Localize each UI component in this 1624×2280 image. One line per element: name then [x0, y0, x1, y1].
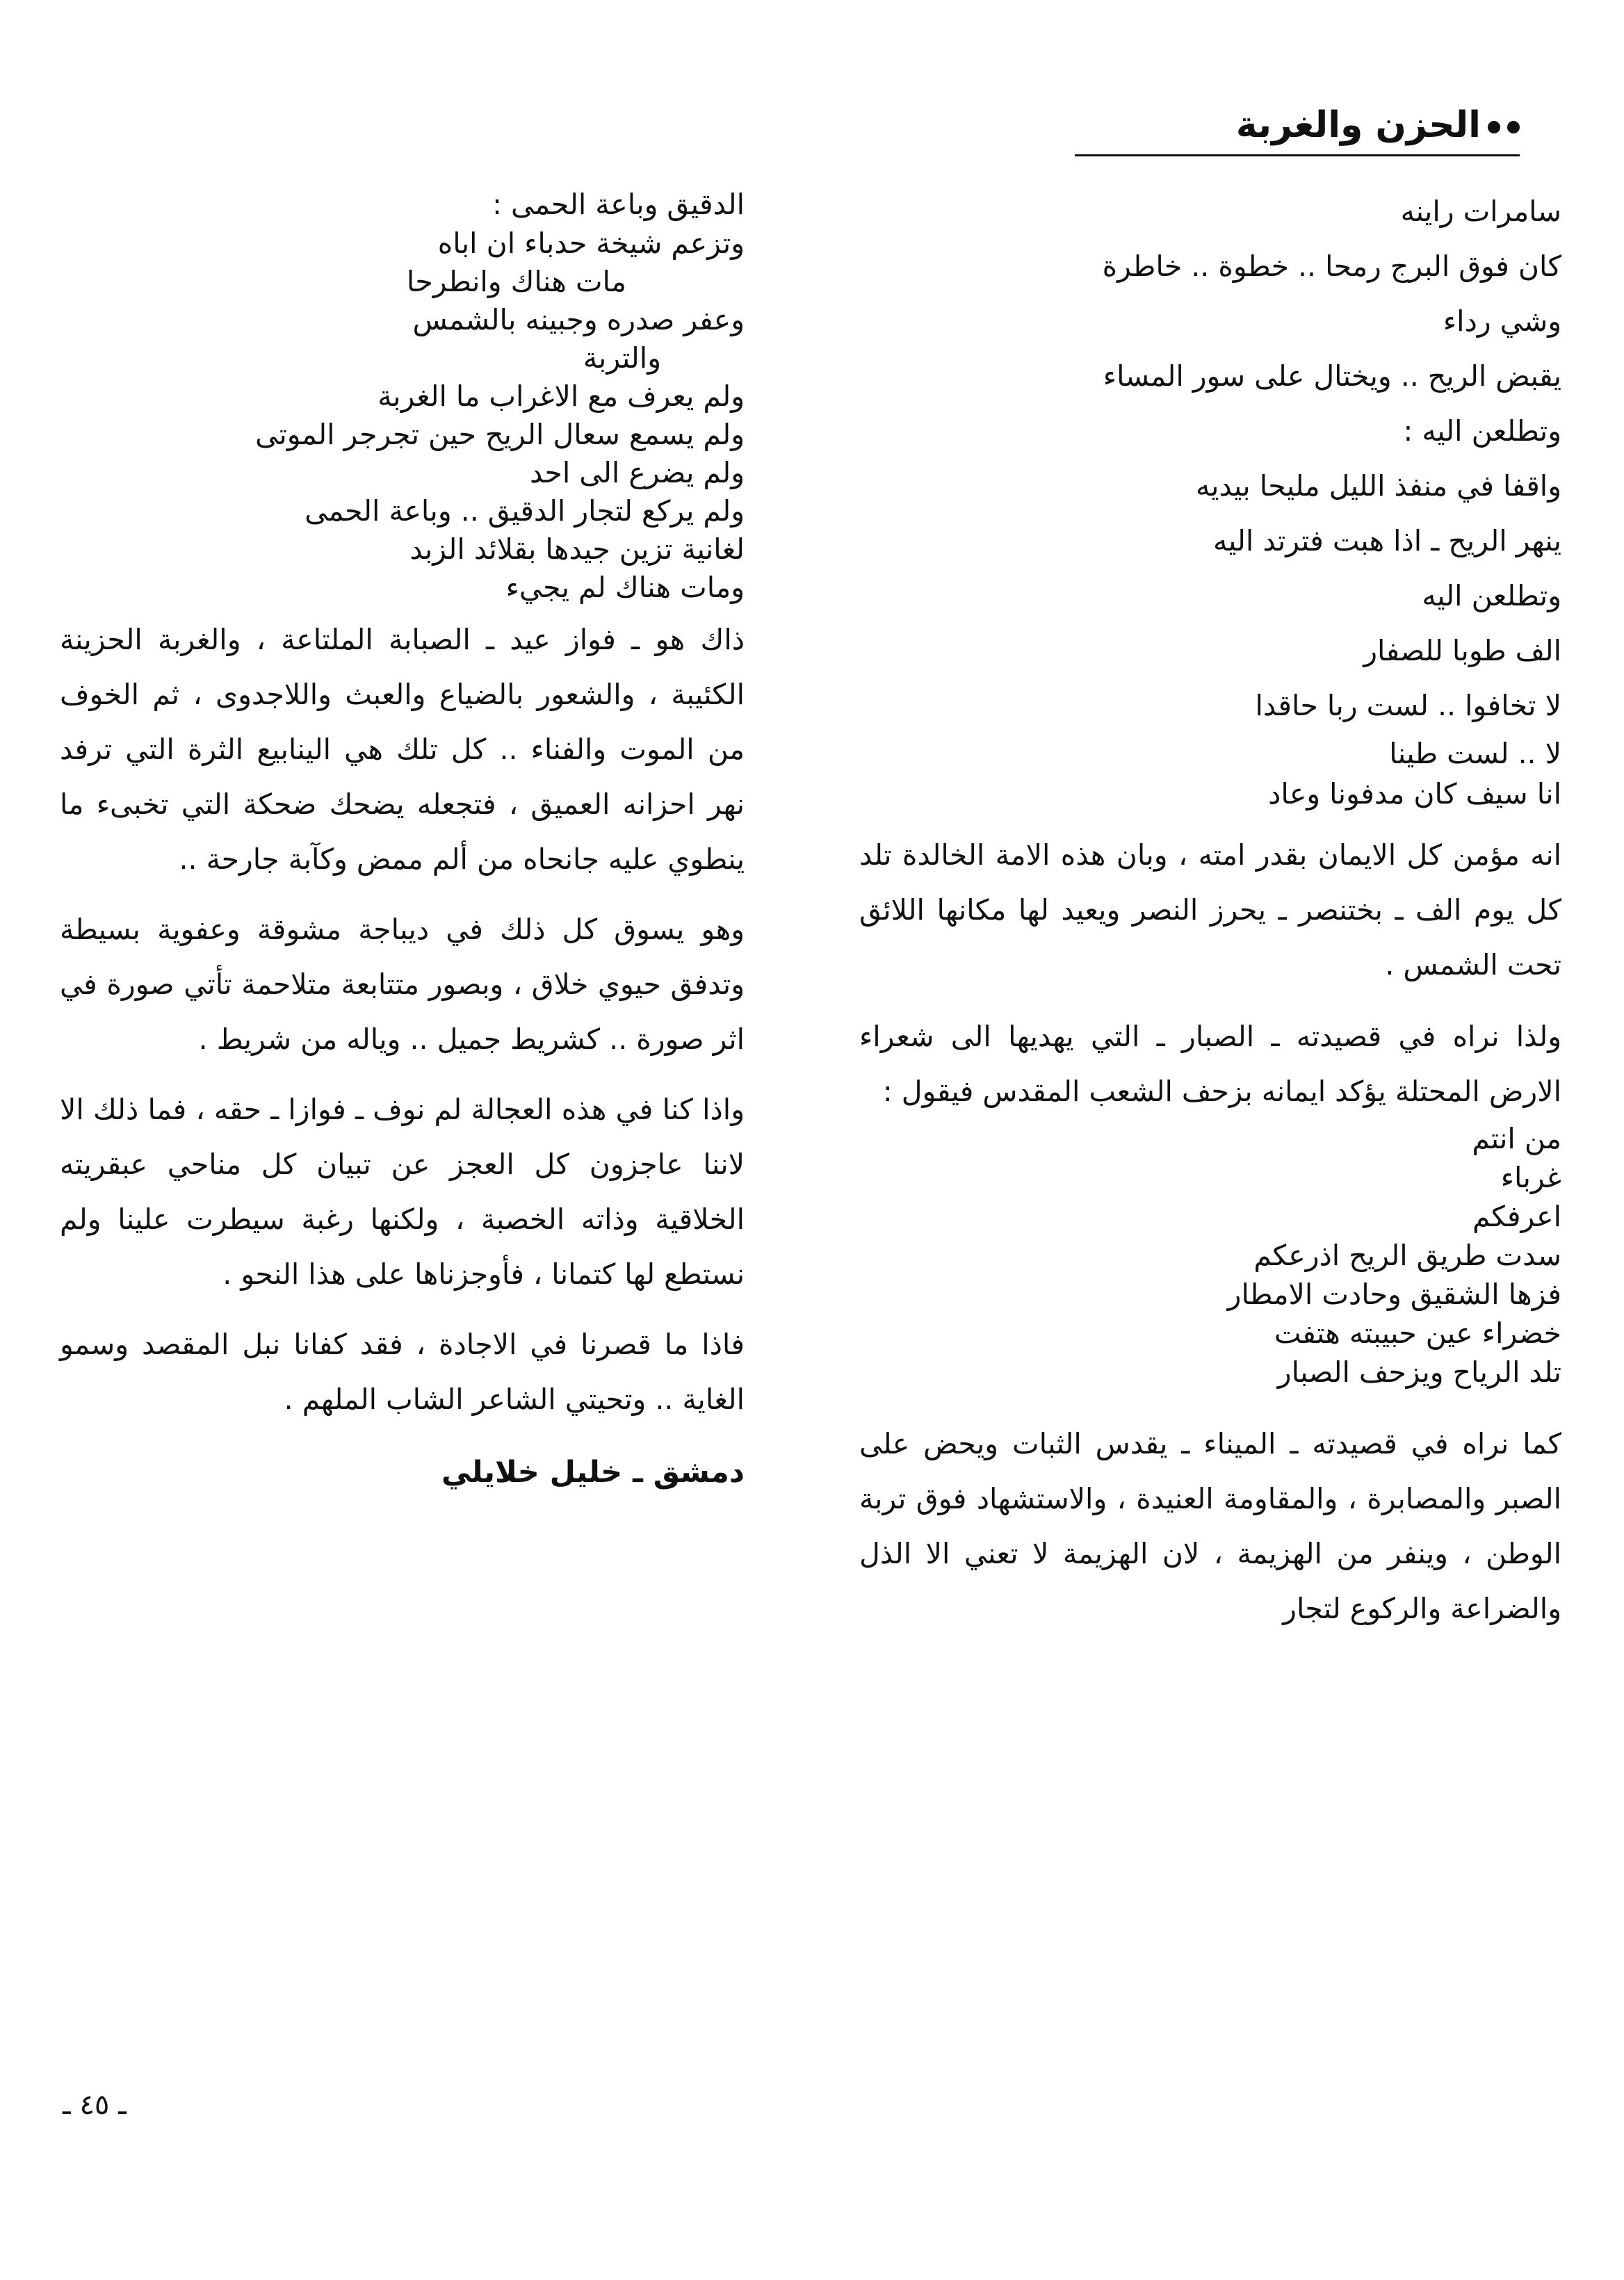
- poem-line: من انتم: [1472, 1122, 1561, 1155]
- poem-line: ينهر الريح ـ اذا هبت فترتد اليه: [1213, 524, 1561, 557]
- poem-line: وتطلعن اليه: [1422, 579, 1561, 612]
- paragraph: فاذا ما قصرنا في الاجادة ، فقد كفانا نبل المقصد وسمو الغاية .. وتحيتي الشاعر الشاب الملهم .: [60, 1328, 745, 1416]
- poem-line: لغانية تزين جيدها بقلائد الزبد: [409, 532, 745, 566]
- poem-line: ولم يعرف مع الاغراب ما الغربة: [377, 380, 745, 413]
- poem-line: ولم يسمع سعال الريح حين تجرجر الموتى: [255, 418, 745, 451]
- paragraph: ذاك هو ـ فواز عيد ـ الصبابة الملتاعة ، والغربة الحزينة الكئيبة ، والشعور بالضياع والعبث واللاجدوى ، ثم الخوف من الموت والفناء .. كل تلك هي الينابيع الثرة التي ترفد نهر احزانه العميق ، فتجعله يضحك ضحكة التي تخبىء ما ينطوي عليه جانحاه من ألم ممض وكآبة جارحة ..: [60, 623, 745, 876]
- poem-line: سامرات راينه: [1400, 195, 1561, 228]
- poem-line: اعرفكم: [1472, 1200, 1561, 1233]
- poem-line: يقبض الريح .. ويختال على سور المساء: [1103, 359, 1561, 393]
- paragraph: ولذا نراه في قصيدته ـ الصبار ـ التي يهديها الى شعراء الارض المحتلة يؤكد ايمانه بزحف الشعب المقدس فيقول :: [859, 1020, 1561, 1108]
- paragraph: انه مؤمن كل الايمان بقدر امته ، وبان هذه الامة الخالدة تلد كل يوم الف ـ بختنصر ـ يحرز النصر ويعيد لها مكانها اللائق تحت الشمس .: [859, 838, 1561, 982]
- paragraph: كما نراه في قصيدته ـ الميناء ـ يقدس الثبات ويحض على الصبر والمصابرة ، والمقاومة العنيدة ، والاستشهاد فوق تربة الوطن ، وينفر من الهزيمة ، لان الهزيمة لا تعني الا الذل والضراعة والركوع لتجار: [859, 1427, 1561, 1625]
- poem-line: وعفر صدره وجبينه بالشمس: [412, 303, 745, 336]
- poem-1: [859, 184, 1561, 814]
- paragraph: وهو يسوق كل ذلك في ديباجة مشوقة وعفوية بسيطة وتدفق حيوي خلاق ، وبصور متتابعة متلاحمة تأتي صورة في اثر صورة .. كشريط جميل .. وياله من شريط .: [60, 913, 745, 1056]
- poem-line: لا .. لست طينا: [1389, 737, 1561, 770]
- bullet-icon: [1488, 121, 1500, 133]
- poem-line: غرباء: [1500, 1161, 1561, 1194]
- poem-line: والتربة: [583, 341, 661, 375]
- poem-line: وشي رداء: [1443, 304, 1561, 338]
- bullet-icon: [1507, 121, 1520, 133]
- poem-line: انا سيف كان مدفونا وعاد: [1268, 777, 1561, 811]
- page-number: ـ ٤٥ ـ: [63, 2089, 127, 2121]
- poem-line: لا تخافوا .. لست ربا حاقدا: [1255, 689, 1561, 722]
- poem-line: وتطلعن اليه :: [1403, 414, 1561, 448]
- poem-line: وتزعم شيخة حدباء ان اباه: [437, 227, 745, 260]
- section-title-text: الحزن والغربة: [1235, 104, 1481, 146]
- poem-line: مات هناك وانطرحا: [406, 265, 626, 298]
- poem-line: تلد الرياح ويزحف الصبار: [1277, 1355, 1561, 1389]
- poem-line: سدت طريق الريح اذرعكم: [1253, 1239, 1561, 1272]
- left-column: [60, 184, 745, 1491]
- poem-line: واقفا في منفذ الليل مليحا بيديه: [1196, 469, 1561, 503]
- poem-line: الف طوبا للصفار: [1363, 634, 1561, 667]
- poem-line: فزها الشقيق وحادت الامطار: [1227, 1278, 1561, 1311]
- section-title: [1033, 104, 1520, 146]
- poem-line: كان فوق البرج رمحا .. خطوة .. خاطرة: [1102, 250, 1561, 283]
- page-header: [1033, 104, 1520, 146]
- poem-line: ولم يضرع الى احد: [529, 456, 745, 489]
- poem-3: [60, 225, 745, 607]
- right-column: [859, 184, 1561, 1636]
- poem-line: خضراء عين حبيبته هتفت: [1274, 1317, 1561, 1350]
- author-signature: دمشق ـ خليل خلايلي: [441, 1455, 745, 1490]
- poem-intro: الدقيق وباعة الحمى :: [492, 188, 745, 221]
- header-rule: [1075, 154, 1520, 156]
- poem-2: [859, 1119, 1561, 1392]
- poem-line: ولم يركع لتجار الدقيق .. وباعة الحمى: [304, 494, 745, 528]
- poem-line: ومات هناك لم يجيء: [505, 571, 745, 604]
- paragraph: واذا كنا في هذه العجالة لم نوف ـ فوازا ـ حقه ، فما ذلك الا لاننا عاجزون كل العجز عن تبيان كل مناحي عبقريته الخلاقية وذاته الخصبة ، ولكنها رغبة سيطرت علينا ولم نستطع لها كتمانا ، فأوجزناها على هذا النحو .: [60, 1093, 745, 1291]
